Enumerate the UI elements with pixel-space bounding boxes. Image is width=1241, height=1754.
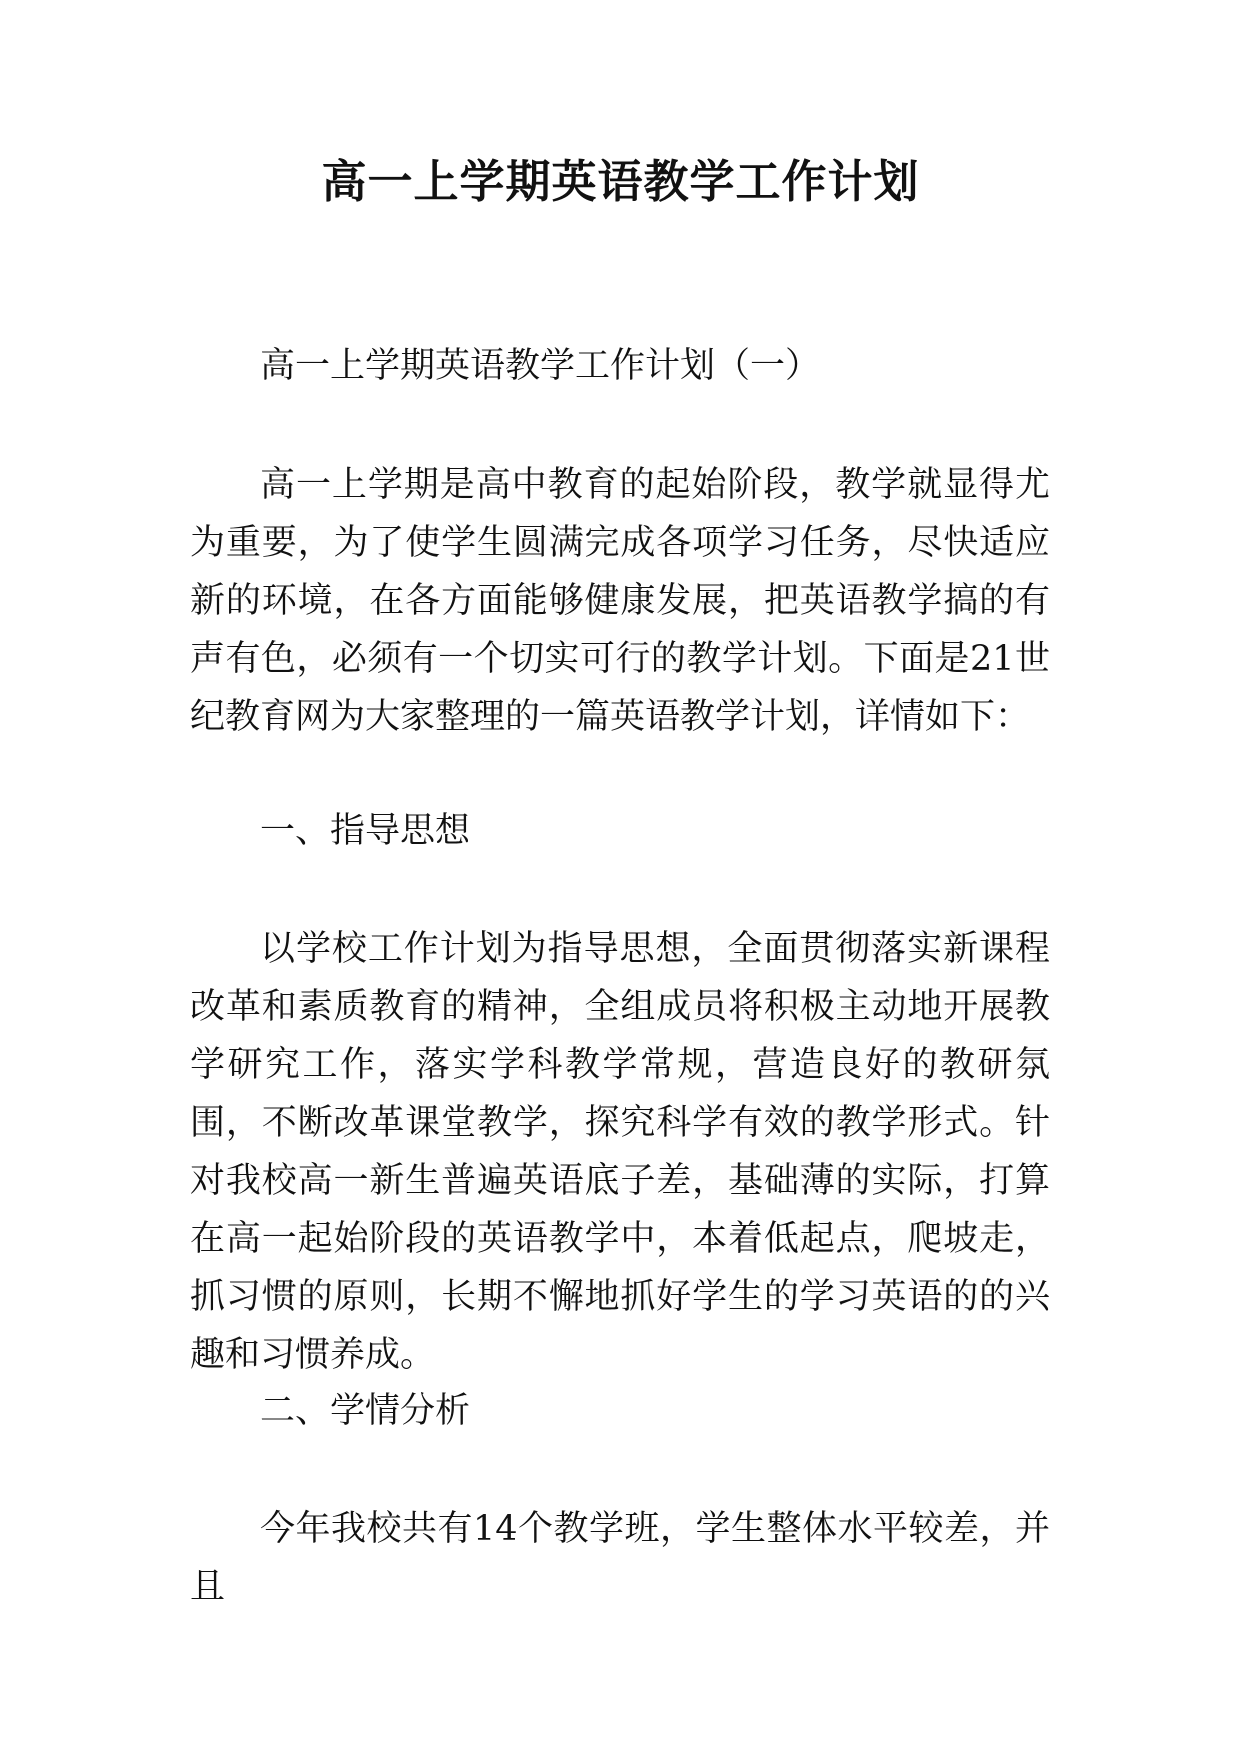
document-subtitle: 高一上学期英语教学工作计划（一） [260, 346, 821, 386]
intro-paragraph: 高一上学期是高中教育的起始阶段，教学就显得尤为重要，为了使学生圆满完成各项学习任务，尽快适应新的环境，在各方面能够健康发展，把英语教学搞的有声有色，必须有一个切实可行的教学计划。下面是21世纪教育网为大家整理的一篇英语教学计划，详情如下： [190, 465, 1050, 737]
section-heading-guiding-ideology: 一、指导思想 [260, 811, 471, 851]
section-heading-learning-analysis: 二、学情分析 [260, 1391, 471, 1431]
section-body-guiding-ideology: 以学校工作计划为指导思想，全面贯彻落实新课程改革和素质教育的精神，全组成员将积极主动地开展教学研究工作，落实学科教学常规，营造良好的教研氛围，不断改革课堂教学，探究科学有效的教学形式。针对我校高一新生普遍英语底子差，基础薄的实际，打算在高一起始阶段的英语教学中，本着低起点，爬坡走，抓习惯的原则，长期不懈地抓好学生的学习英语的的兴趣和习惯养成。 [190, 929, 1050, 1375]
section-body-learning-analysis: 今年我校共有14个教学班，学生整体水平较差，并且 [190, 1509, 1050, 1607]
document-title: 高一上学期英语教学工作计划 [321, 155, 920, 208]
